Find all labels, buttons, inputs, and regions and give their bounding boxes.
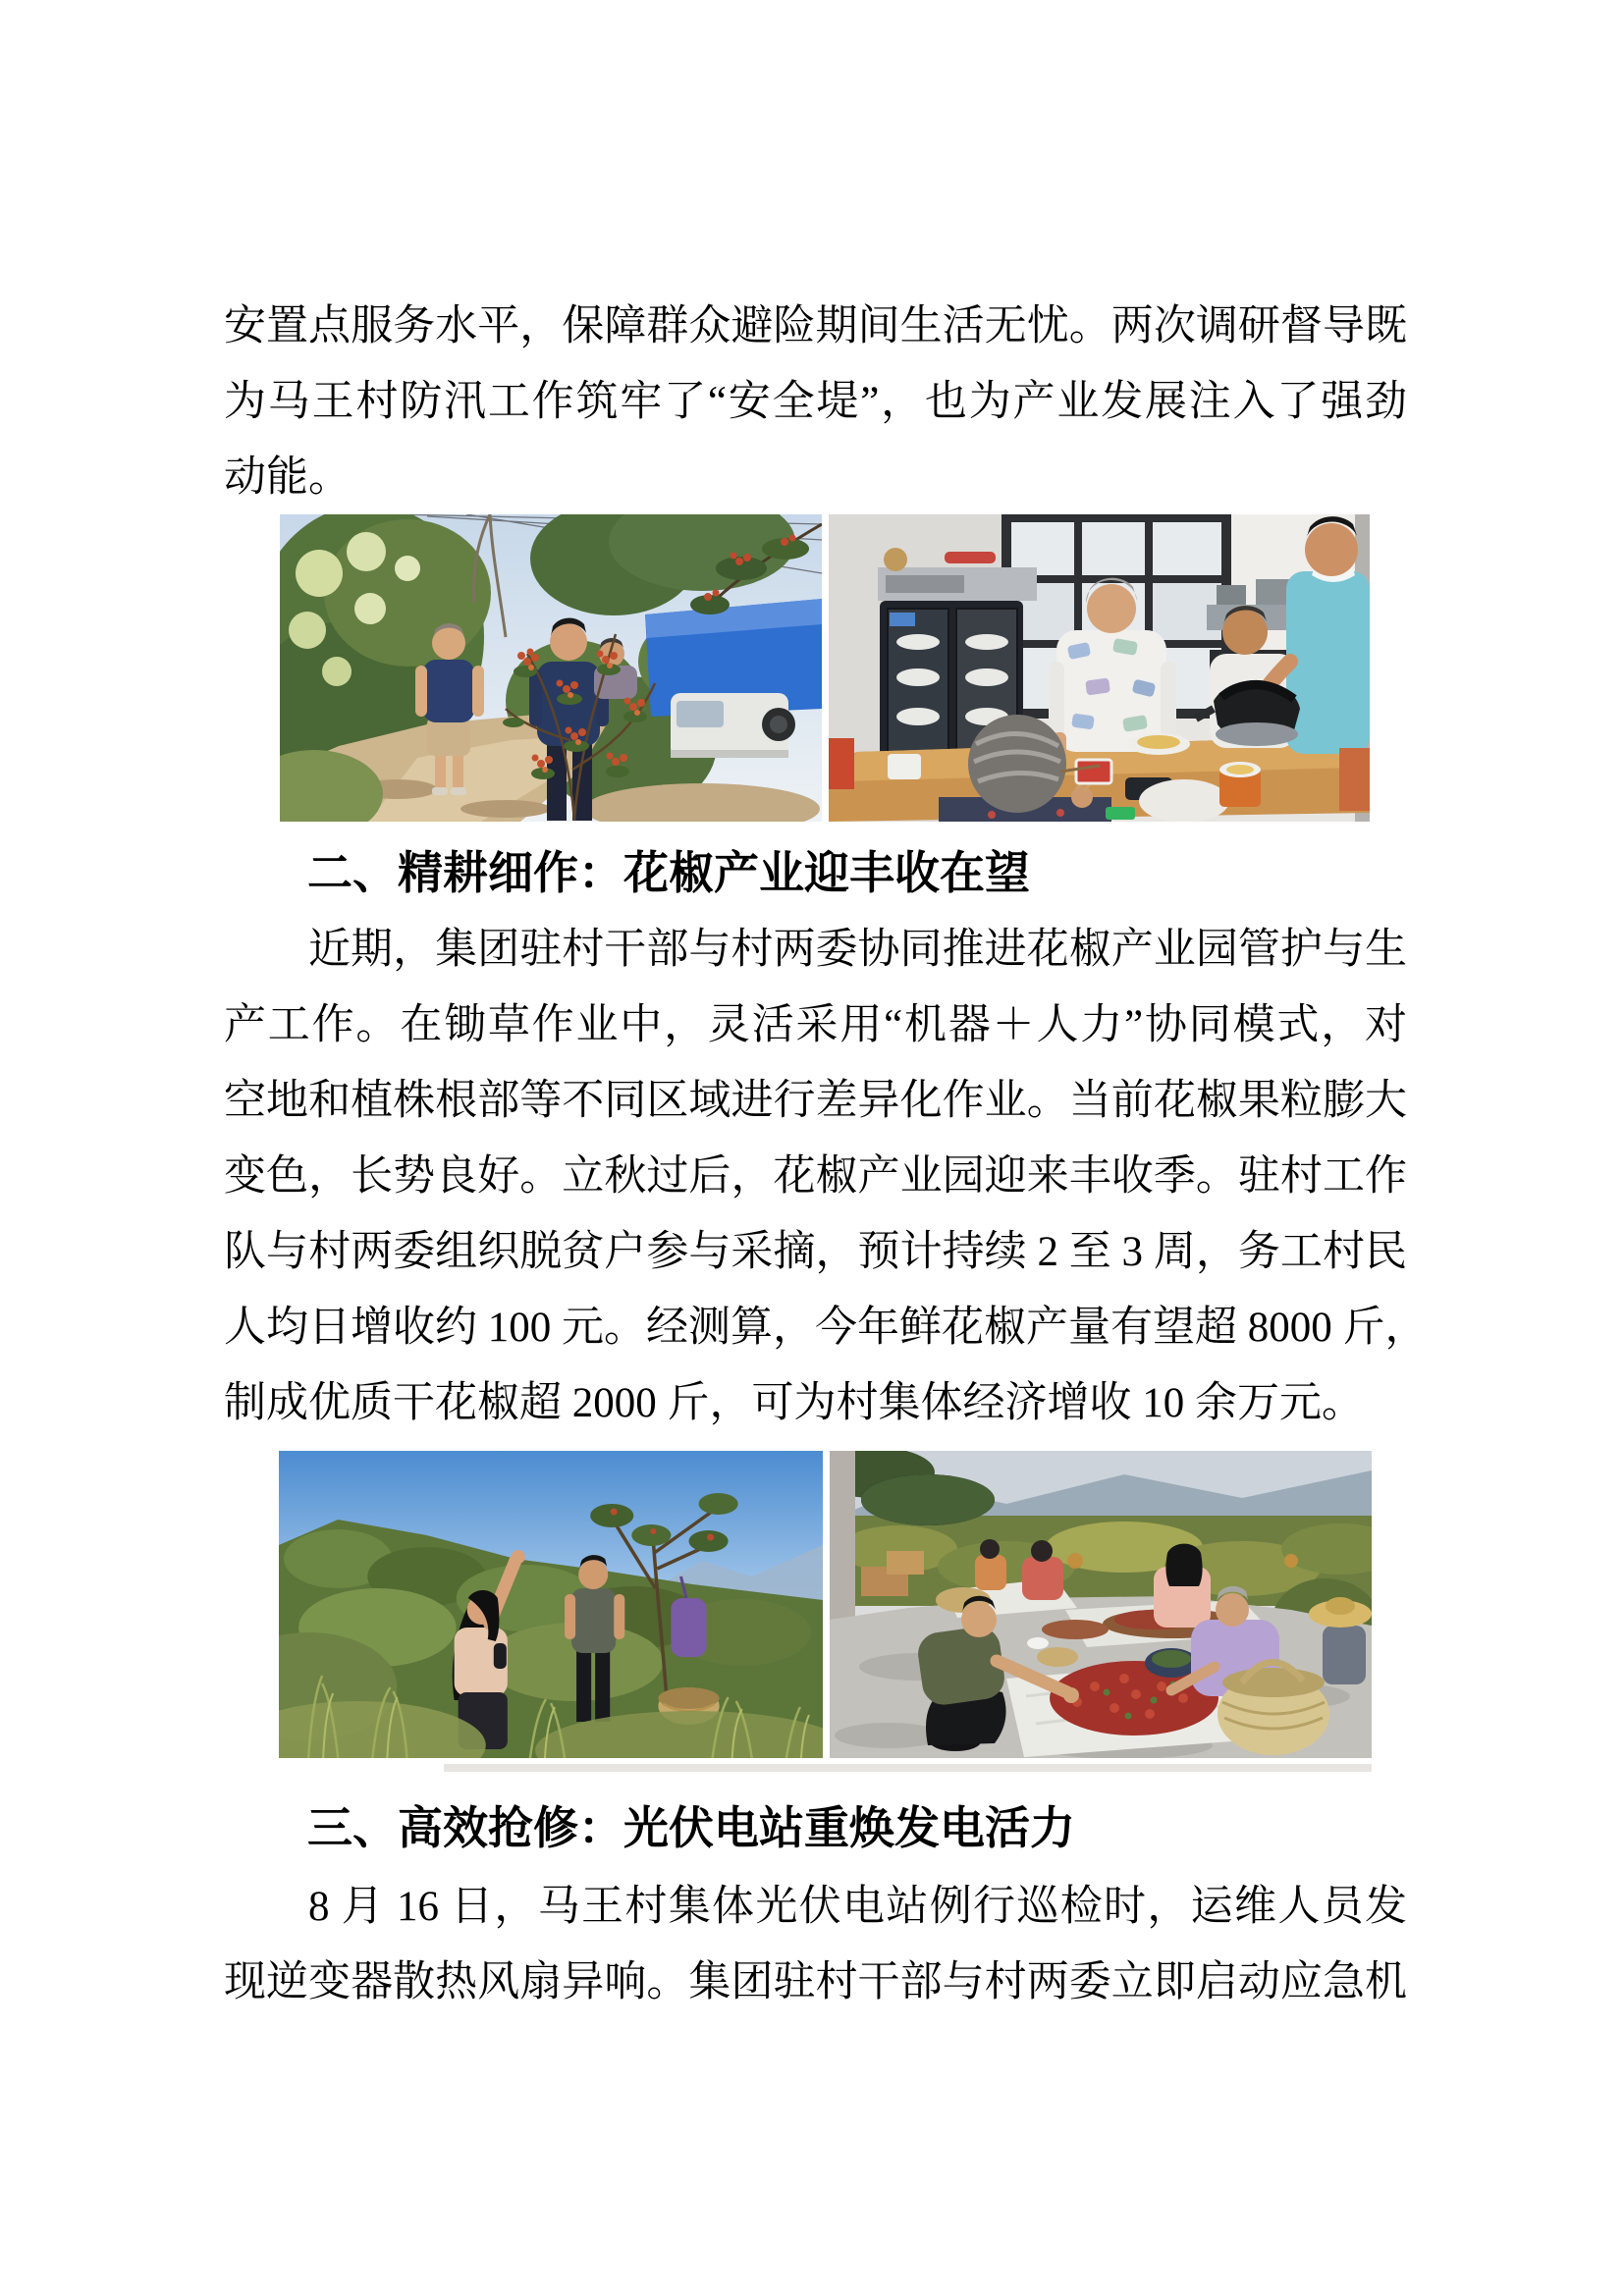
pillar xyxy=(830,1451,855,1620)
big-basket xyxy=(1218,1662,1329,1755)
text-line: 8 月 16 日，马王村集体光伏电站例行巡检时，运维人员发 xyxy=(308,1884,1407,1930)
text-line: 为马王村防汛工作筑牢了“安全堤”，也为产业发展注入了强劲 xyxy=(224,379,1407,425)
section-heading-pepper-industry: 二、精耕细作：花椒产业迎丰收在望 xyxy=(307,847,1030,898)
text-line: 变色，长势良好。立秋过后，花椒产业园迎来丰收季。驻村工作 xyxy=(224,1153,1407,1200)
photo-pepper-field-picking xyxy=(279,1451,823,1758)
pepper-industry-paragraph xyxy=(224,912,1428,1441)
text-line: 空地和植株根部等不同区域进行差异化作业。当前花椒果粒膨大 xyxy=(224,1078,1407,1124)
text-line: 动能。 xyxy=(224,454,351,501)
photo-row-2 xyxy=(279,1451,1372,1758)
text-line: 产工作。在锄草作业中，灵活采用“机器＋人力”协同模式，对 xyxy=(224,1002,1407,1048)
section-heading-pv-station: 三、高效抢修：光伏电站重焕发电活力 xyxy=(307,1802,1075,1853)
intro-paragraph xyxy=(224,289,1407,515)
meal-photo-art xyxy=(829,514,1370,822)
text-line: 现逆变器散热风扇异响。集团驻村干部与村两委立即启动应急机 xyxy=(224,1959,1407,2005)
photo-orchard-road-inspection xyxy=(280,514,822,822)
orchard-photo-art xyxy=(280,514,822,822)
text-line: 队与村两委组织脱贫户参与采摘，预计持续 2 至 3 周，务工村民 xyxy=(224,1229,1407,1275)
field-photo-art xyxy=(279,1451,823,1758)
sorting-photo-art xyxy=(830,1451,1372,1758)
white-suv xyxy=(671,693,795,758)
photo-shadow-band xyxy=(444,1764,1372,1772)
text-line: 制成优质干花椒超 2000 斤，可为村集体经济增收 10 余万元。 xyxy=(224,1380,1364,1426)
text-line: 安置点服务水平，保障群众避险期间生活无忧。两次调研督导既 xyxy=(224,303,1407,349)
photo-pepper-sorting-yard xyxy=(830,1451,1372,1758)
text-line: 人均日增收约 100 元。经测算，今年鲜花椒产量有望超 8000 斤， xyxy=(224,1305,1428,1351)
text-line: 近期，集团驻村干部与村两委协同推进花椒产业园管护与生 xyxy=(308,927,1407,973)
photo-resettlement-meal xyxy=(829,514,1370,822)
pv-station-paragraph xyxy=(224,1869,1407,2020)
photo-row-1 xyxy=(280,514,1370,822)
dark-basin xyxy=(1145,1648,1198,1678)
small-basket xyxy=(1037,1647,1078,1667)
